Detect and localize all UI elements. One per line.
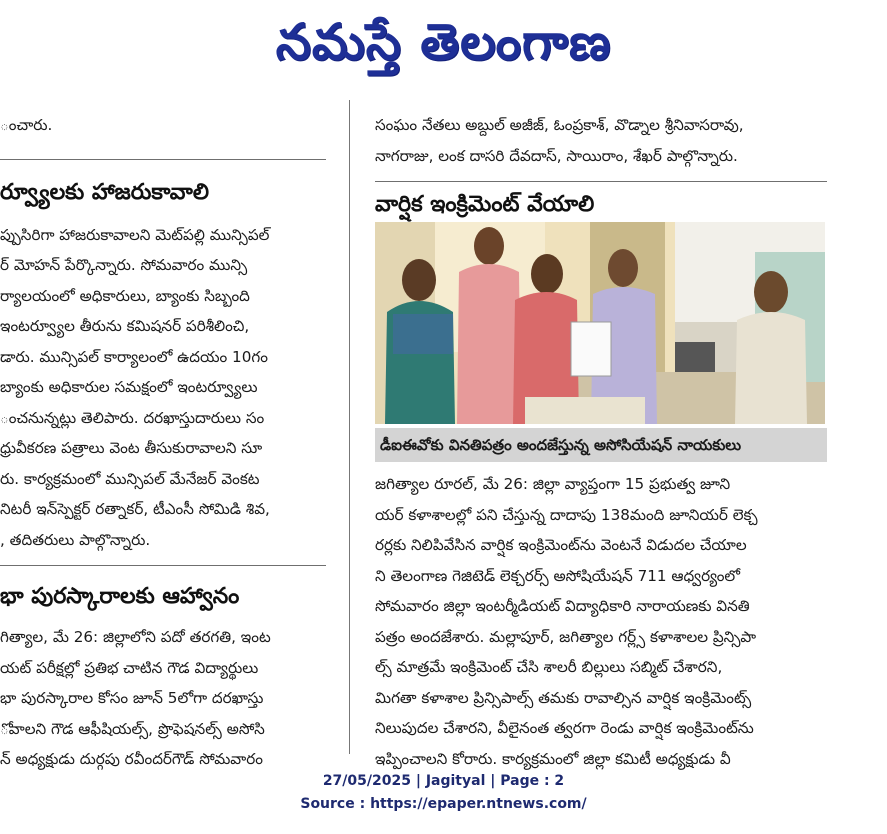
right-top-line: నాగరాజు, లంక దాసరి దేవదాస్, సాయిరాం, శేఖర్ పాల్గొన్నారు. xyxy=(375,146,738,165)
photo-caption: డీఐఈవోకు వినతిపత్రం అందజేస్తున్న అసోసియేషన్ నాయకులు xyxy=(375,428,827,462)
left-column xyxy=(0,92,326,768)
story-line: పత్రం అందజేశారు. మల్లాపూర్, జగిత్యాల గర్ల్స్ కళాశాలల ప్రిన్సిపా xyxy=(375,627,757,646)
story-line: బ్యాంకు అధికారుల సమక్షంలో ఇంటర్వ్యూలు xyxy=(0,378,258,396)
right-top-line: సంఘం నేతలు అబ్దుల్ అజీజ్, ఓంప్రకాశ్, వొడ్నాల శ్రీనివాసరావు, xyxy=(375,116,744,134)
story-line: ప్పుసిరిగా హాజరుకావాలని మెట్‌పల్లి మున్సిపల్ xyxy=(0,225,270,244)
story-line: సోమవారం జిల్లా ఇంటర్మీడియట్ విద్యాధికారి నారాయణకు వినతి xyxy=(375,597,750,615)
newspaper-logo: నమస్తే తెలంగాణ xyxy=(275,12,612,71)
story-line: నిలుపుదల చేశారని, వీలైనంత త్వరగా రెండు వార్షిక ఇంక్రిమెంట్‌ను xyxy=(375,719,754,737)
left-top-line: ంచారు. xyxy=(0,116,53,134)
headline-increment: వార్షిక ఇంక్రిమెంట్ వేయాలి xyxy=(375,192,595,217)
story-line: ర్యాలయంలో అధికారులు, బ్యాంకు సిబ్బంది xyxy=(0,286,250,305)
story-line: భా పురస్కారాల కోసం జూన్ 5లోగా దరఖాస్తు xyxy=(0,689,264,707)
story-line: రు. కార్యక్రమంలో మున్సిపల్ మేనేజర్ వెంకట xyxy=(0,469,260,488)
story-line: ఇప్పించాలని కోరారు. కార్యక్రమంలో జిల్లా కమిటీ అధ్యక్షుడు వీ xyxy=(375,749,731,768)
cut-off-line xyxy=(375,92,827,110)
story-line: జగిత్యాల రూరల్, మే 26: జిల్లా వ్యాప్తంగా 15 ప్రభుత్వ జూని xyxy=(375,475,731,493)
story-body xyxy=(375,469,827,774)
story-line: డారు. మున్సిపల్ కార్యాలంలో ఉదయం 10గం xyxy=(0,347,268,366)
photo-illustration xyxy=(375,222,825,424)
story-line: , తదితరులు పాల్గొన్నారు. xyxy=(0,530,151,549)
footer xyxy=(0,770,887,816)
story-line: నిటరీ ఇన్‌స్పెక్టర్ రత్నాకర్, టీఎంసీ సోమిడి శివ, xyxy=(0,500,270,518)
story-line: యర్ కళాశాలల్లో పని చేస్తున్న దాదాపు 138మంది జూనియర్ లెక్చ xyxy=(375,505,758,524)
source-link[interactable]: Source : https://epaper.ntnews.com/ xyxy=(300,796,587,812)
story-line: న్ అధ్యక్షుడు దుర్గపు రవీందర్‌గౌడ్ సోమవారం xyxy=(0,750,263,768)
story-line: మిగతా కళాశాల ప్రిన్సిపాల్స్ తమకు రావాల్సిన వార్షిక ఇంక్రిమెంట్స్ xyxy=(375,688,752,707)
story-line: ధ్రువీకరణ పత్రాలు వెంట తీసుకురావాలని సూ xyxy=(0,439,263,457)
news-photo xyxy=(375,222,825,424)
story-line: ఇంటర్వ్యూల తీరును కమిషనర్ పరిశీలించి, xyxy=(0,317,250,335)
right-column xyxy=(375,92,827,768)
story-line: ంచనున్నట్లు తెలిపారు. దరఖాస్తుదారులు సం xyxy=(0,408,265,427)
column-divider xyxy=(349,100,350,754)
cut-off-line xyxy=(0,92,326,110)
headline-interviews: ర్వ్యూలకు హాజరుకావాలి xyxy=(0,179,209,205)
edition-info: 27/05/2025 | Jagityal | Page : 2 xyxy=(322,773,565,789)
story-line: ని తెలంగాణ గెజిటెడ్ లెక్చరర్స్ అసోషియేషన్ 711 ఆధ్వర్యంలో xyxy=(375,566,741,585)
story-line: రర్లకు నిలిపివేసిన వార్షిక ఇంక్రిమెంట్‌ను వెంటనే విడుదల చేయాల xyxy=(375,536,747,554)
story-line: ల్స్ మాత్రమే ఇంక్రిమెంట్ చేసి శాలరీ బిల్లులు సబ్మిట్ చేశారని, xyxy=(375,658,723,676)
story-line: ోవాలని గౌడ ఆఫీషియల్స్, ప్రొఫెషనల్స్ అసోసి xyxy=(0,719,265,738)
story-line: ర్ మోహన్ పేర్కొన్నారు. సోమవారం మున్సి xyxy=(0,256,248,274)
masthead xyxy=(0,0,887,92)
headline-awards: భా పురస్కారాలకు ఆహ్వానం xyxy=(0,584,240,609)
story-line: గిత్యాల, మే 26: జిల్లాలోని పదో తరగతి, ఇంట xyxy=(0,628,271,646)
story-line: యట్ పరీక్షల్లో ప్రతిభ చాటిన గౌడ విద్యార్థులు xyxy=(0,658,259,677)
